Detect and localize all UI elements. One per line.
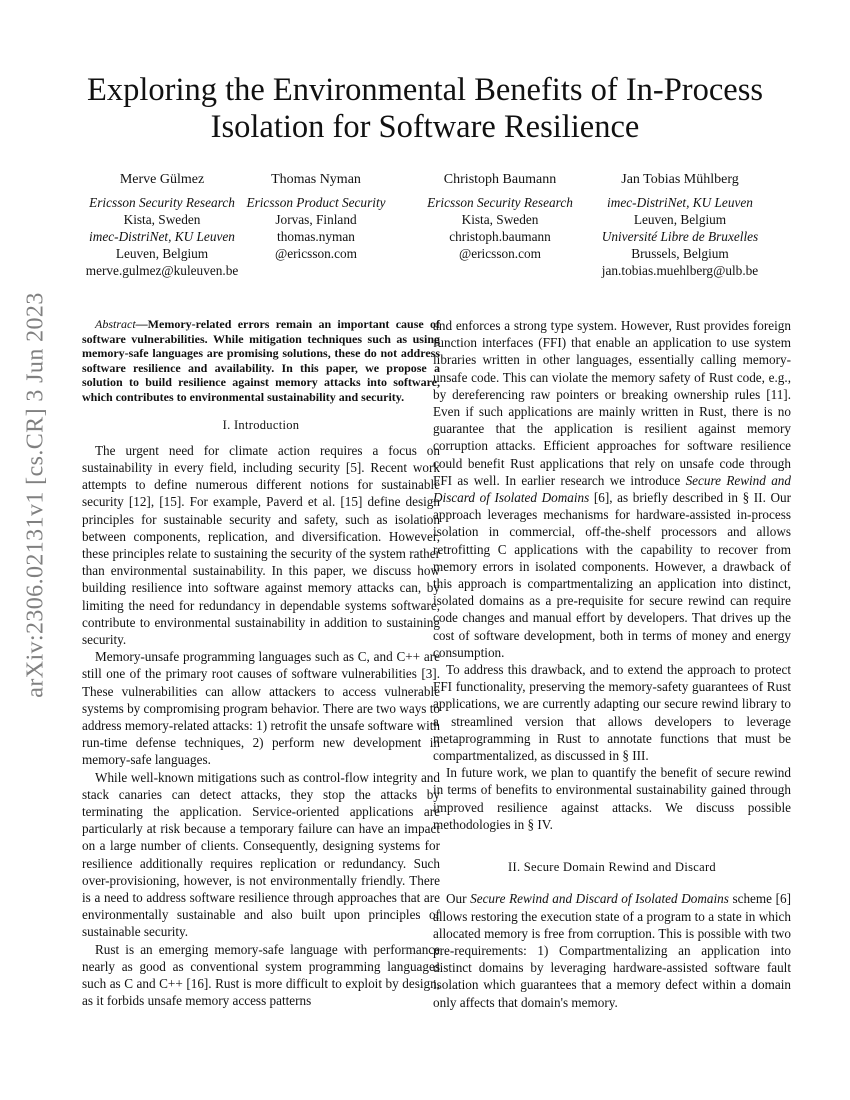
paper-title [60, 72, 790, 146]
author-email: @ericsson.com [274, 246, 358, 261]
paragraph [433, 317, 791, 661]
section-heading-introduction: I. Introduction [222, 417, 300, 432]
abstract-label: Abstract [95, 317, 136, 331]
author-gulmez [86, 171, 239, 279]
text-run-italic: Secure Rewind and Discard of Isolated Domains [470, 891, 729, 907]
text-run: Our [446, 891, 471, 907]
abstract-text: —Memory-related errors remain an important cause of software vulnerabilities. While mitigation techniques such as using memory-safe languages are promising solutions, these do not address software resilience and availability. In this paper, we propose a solution to build resilience against memory attacks into software, which contributes to environmental sustainability and security. [82, 317, 440, 404]
title-line: Isolation for Software Resilience [210, 109, 640, 145]
text-run-italic: Secure Rewind and Discard of Isolated Domains [433, 472, 791, 506]
author-location: Brussels, Belgium [631, 246, 729, 261]
arxiv-side-identifier [22, 290, 50, 700]
paragraph [433, 890, 791, 1010]
author-affiliation: Université Libre de Bruxelles [601, 229, 759, 244]
paragraph: Rust is an emerging memory-safe language with performance nearly as good as conventional system programming languages such as C and C++ [16]. Rust is more difficult to exploit by design, as it forbids unsafe memory access patterns [82, 941, 440, 1009]
author-affiliation: Ericsson Security Research [89, 195, 235, 210]
author-location: Leuven, Belgium [633, 212, 727, 227]
author-nyman [246, 171, 385, 262]
author-muehlberg [602, 171, 758, 279]
abstract [82, 317, 440, 405]
author-location: Kista, Sweden [123, 212, 201, 227]
author-affiliation: Ericsson Security Research [427, 195, 573, 210]
author-affiliation: imec-DistriNet, KU Leuven [89, 229, 235, 244]
right-column [433, 317, 791, 1011]
text-run: scheme [6] allows restoring the execution state of a program to a state in which allocated memory is free from corruption. This is possible with two pre-requirements: 1) Compartmentalizing an application into distinct domains by leveraging hardware-assisted software fault isolation which guarantees that a memory defect within a domain only affects that domain's memory. [433, 891, 791, 1010]
paragraph: While well-known mitigations such as control-flow integrity and stack canaries can detect attacks, they stop the attacks by terminating the application. Service-oriented applications are particularly at risk because a temporary failure can have an impact on a large number of clients. Consequently, designing systems for resilience additionally requires replication or redundancy. Such over-provisioning, however, is not environmentally friendly. There is a need to address software resilience through approaches that are environmentally sustainable and also built upon principles of sustainable security. [82, 769, 440, 940]
author-name: Thomas Nyman [271, 172, 361, 187]
title-line: Exploring the Environmental Benefits of In-Process [86, 72, 764, 108]
paragraph: Memory-unsafe programming languages such as C, and C++ are still one of the primary root causes of software vulnerabilities [3]. These vulnerabilities can allow attackers to access vulnerable systems by compromising program behavior. There are two ways to address memory-related attacks: 1) retrofit the unsafe software with run-time defense techniques, 2) perform new development in memory-safe languages. [82, 649, 440, 768]
left-column [82, 317, 440, 1009]
section-heading-secure-domain-rewind: II. Secure Domain Rewind and Discard [508, 860, 716, 875]
author-affiliation: imec-DistriNet, KU Leuven [607, 195, 753, 210]
author-name: Merve Gülmez [119, 172, 205, 187]
arxiv-id-text: arXiv:2306.02131v1 [cs.CR] 3 Jun 2023 [22, 292, 49, 698]
text-run: and enforces a strong type system. However, Rust provides foreign function interfaces (FFI) that enable an application to use system libraries written in other languages, essentially calling memory-unsafe code. This can violate the memory safety of Rust code, e.g., by dereferencing raw pointers or breaking ownership rules [11]. Even if such applications are mainly written in Rust, there is no guarantee that the application is resilient against memory corruption attacks. Efficient approaches for software resilience could benefit Rust applications that rely on unsafe code through FFI as well. In earlier research we introduce [433, 318, 791, 488]
paragraph: The urgent need for climate action requires a focus on sustainability in every field, including security [5]. Recent work attempts to define numerous different notions for sustainable security [12], [15]. For example, Paverd et al. [15] define design principles for sustainable security and safety, such as isolation between components, replication, and diversification. However, these principles relate to sustaining the security of the system rather than environmental sustainability. In this paper, we discuss how building resilience into software against memory attacks can, by limiting the need for redundancy in dependable systems software, contribute to environmental sustainability in addition to sustaining security. [82, 442, 440, 647]
author-baumann [427, 171, 573, 262]
author-name: Jan Tobias Mühlberg [621, 172, 739, 187]
author-location: Kista, Sweden [461, 212, 539, 227]
author-email: merve.gulmez@kuleuven.be [85, 263, 239, 278]
author-email: jan.tobias.muehlberg@ulb.be [601, 263, 759, 278]
author-location: Jorvas, Finland [275, 212, 357, 227]
author-email: christoph.baumann [449, 229, 551, 244]
paragraph: In future work, we plan to quantify the benefit of secure rewind in terms of benefits to environmental sustainability gained through improved resilience against attacks. We discuss possible methodologies in § IV. [433, 765, 791, 832]
paragraph: To address this drawback, and to extend the approach to protect FFI functionality, preserving the memory-safety guarantees of Rust applications, we are currently adapting our secure rewind library to a streamlined version that allows developers to leverage metaprogramming in Rust to annotate functions that must be compartmentalized, as discussed in § III. [433, 662, 791, 764]
author-email: thomas.nyman [277, 229, 355, 244]
author-name: Christoph Baumann [443, 172, 557, 187]
author-email: @ericsson.com [458, 246, 542, 261]
author-affiliation: Ericsson Product Security [246, 195, 386, 210]
text-run: [6], as briefly described in § II. Our approach leverages mechanisms for hardware-assisted in-process isolation in commercial, off-the-shelf processors and allows retrofitting C applications with the capability to recover from memory errors in isolated components. However, a drawback of this approach is compartmentalizing an application into distinct, isolated domains as a pre-requisite for secure rewind can require code changes and manual effort by developers. That drives up the cost of software development, both in terms of money and energy consumption. [433, 490, 792, 660]
author-location: Leuven, Belgium [115, 246, 209, 261]
